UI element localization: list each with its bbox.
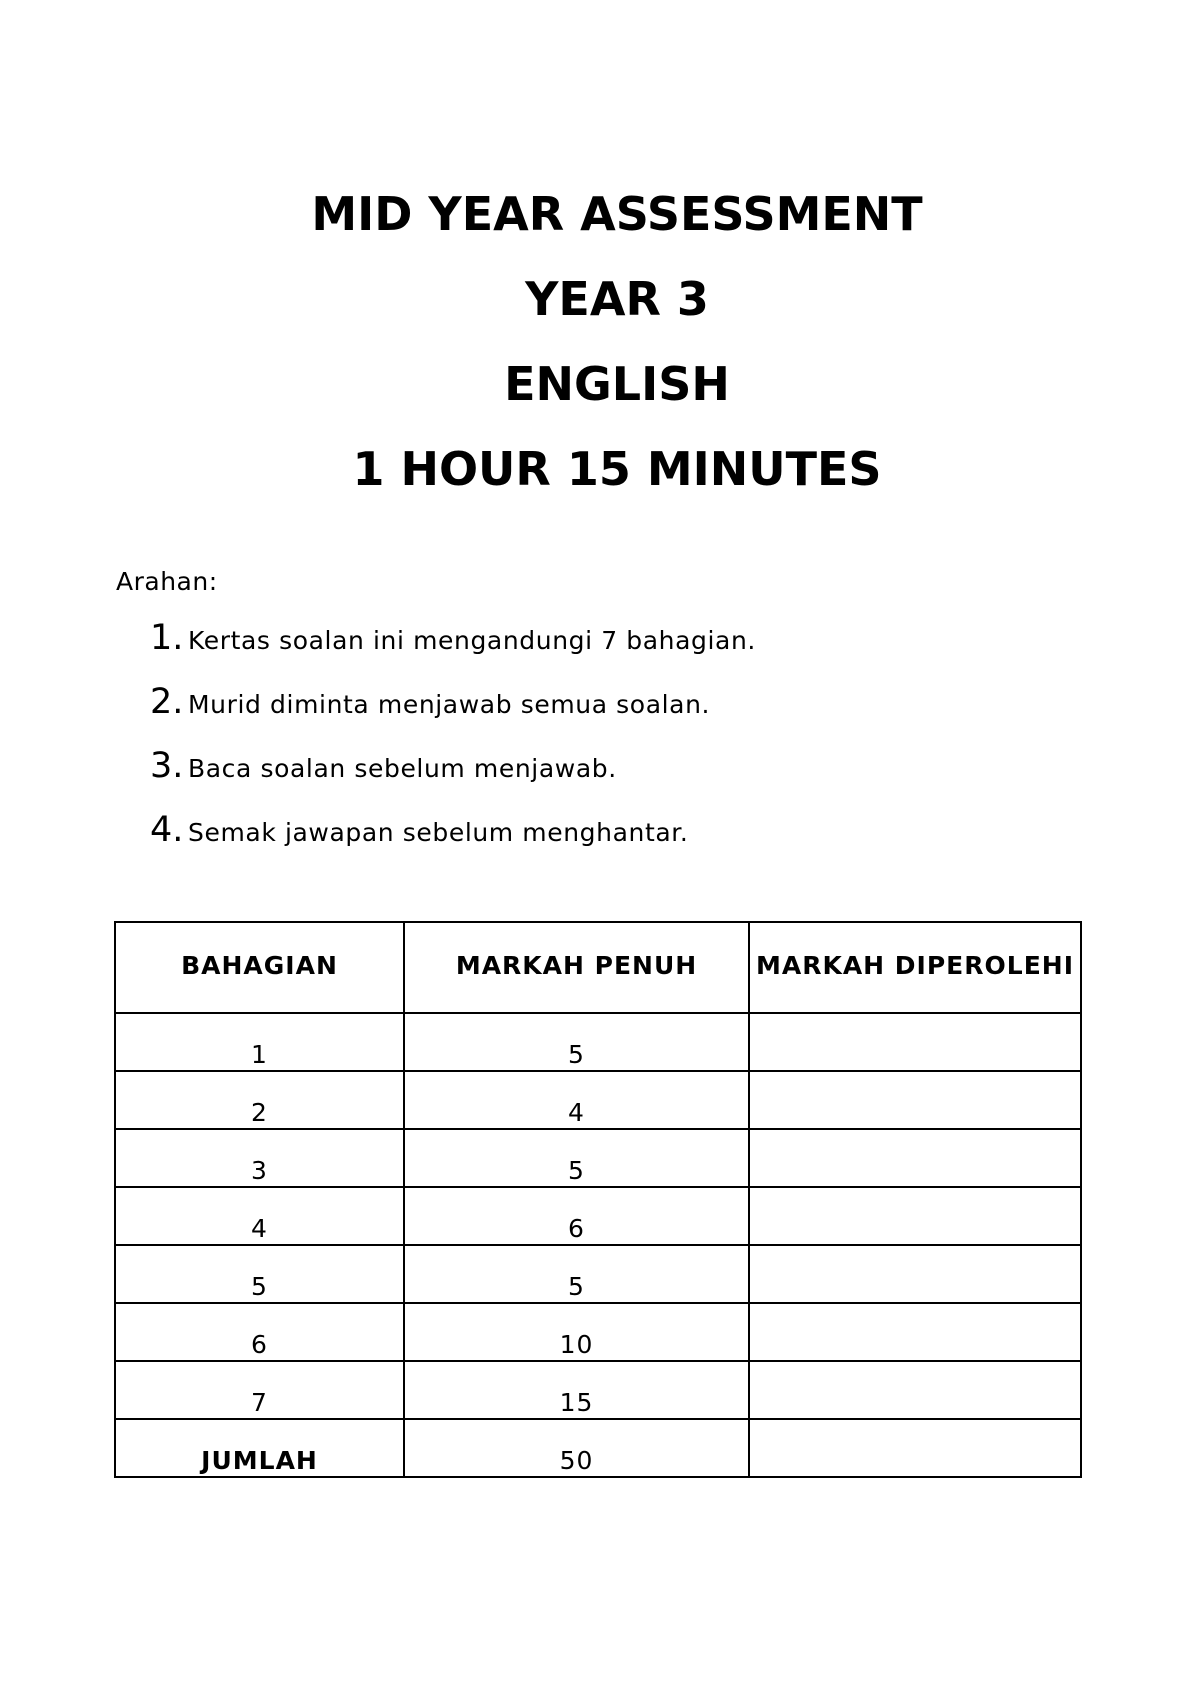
exam-duration: 1 HOUR 15 MINUTES <box>352 442 882 496</box>
section-cell: 3 <box>115 1129 404 1187</box>
table-header-row <box>115 922 1081 1013</box>
section-cell: 4 <box>115 1187 404 1245</box>
marks-obtained-cell <box>749 1071 1081 1129</box>
marks-obtained-cell <box>749 1013 1081 1071</box>
full-marks-cell: 6 <box>404 1187 749 1245</box>
instruction-item <box>150 810 756 874</box>
title-block <box>0 172 1200 512</box>
column-header-marks-obtained: MARKAH DIPEROLEHI <box>749 922 1081 1013</box>
instruction-number: 1. <box>150 618 184 658</box>
full-marks-cell: 10 <box>404 1303 749 1361</box>
instruction-number: 4. <box>150 810 184 850</box>
section-cell: 5 <box>115 1245 404 1303</box>
table-row <box>115 1071 1081 1129</box>
total-row <box>115 1419 1081 1477</box>
instruction-text: Semak jawapan sebelum menghantar. <box>188 818 689 847</box>
column-header-full-marks: MARKAH PENUH <box>404 922 749 1013</box>
full-marks-cell: 5 <box>404 1013 749 1071</box>
table-row <box>115 1245 1081 1303</box>
instruction-number: 3. <box>150 746 184 786</box>
instruction-text: Baca soalan sebelum menjawab. <box>188 754 617 783</box>
total-label-cell: JUMLAH <box>115 1419 404 1477</box>
section-cell: 1 <box>115 1013 404 1071</box>
full-marks-cell: 4 <box>404 1071 749 1129</box>
full-marks-cell: 5 <box>404 1129 749 1187</box>
total-full-marks-cell: 50 <box>404 1419 749 1477</box>
section-cell: 7 <box>115 1361 404 1419</box>
subject-name: ENGLISH <box>504 357 730 411</box>
instruction-text: Murid diminta menjawab semua soalan. <box>188 690 711 719</box>
total-marks-obtained-cell <box>749 1419 1081 1477</box>
marks-obtained-cell <box>749 1361 1081 1419</box>
marks-obtained-cell <box>749 1187 1081 1245</box>
instructions-list <box>150 618 756 874</box>
year-level: YEAR 3 <box>525 272 709 326</box>
table-row <box>115 1013 1081 1071</box>
instruction-text: Kertas soalan ini mengandungi 7 bahagian. <box>188 626 756 655</box>
instruction-item <box>150 746 756 810</box>
instruction-item <box>150 682 756 746</box>
table-row <box>115 1129 1081 1187</box>
table-row <box>115 1303 1081 1361</box>
full-marks-cell: 15 <box>404 1361 749 1419</box>
instructions-heading: Arahan: <box>116 567 218 596</box>
instruction-item <box>150 618 756 682</box>
marks-table <box>114 921 1082 1478</box>
marks-obtained-cell <box>749 1303 1081 1361</box>
marks-obtained-cell <box>749 1129 1081 1187</box>
section-cell: 2 <box>115 1071 404 1129</box>
instruction-number: 2. <box>150 682 184 722</box>
table-row <box>115 1187 1081 1245</box>
table-row <box>115 1361 1081 1419</box>
marks-obtained-cell <box>749 1245 1081 1303</box>
full-marks-cell: 5 <box>404 1245 749 1303</box>
section-cell: 6 <box>115 1303 404 1361</box>
column-header-section: BAHAGIAN <box>115 922 404 1013</box>
page-title: MID YEAR ASSESSMENT <box>311 187 923 241</box>
